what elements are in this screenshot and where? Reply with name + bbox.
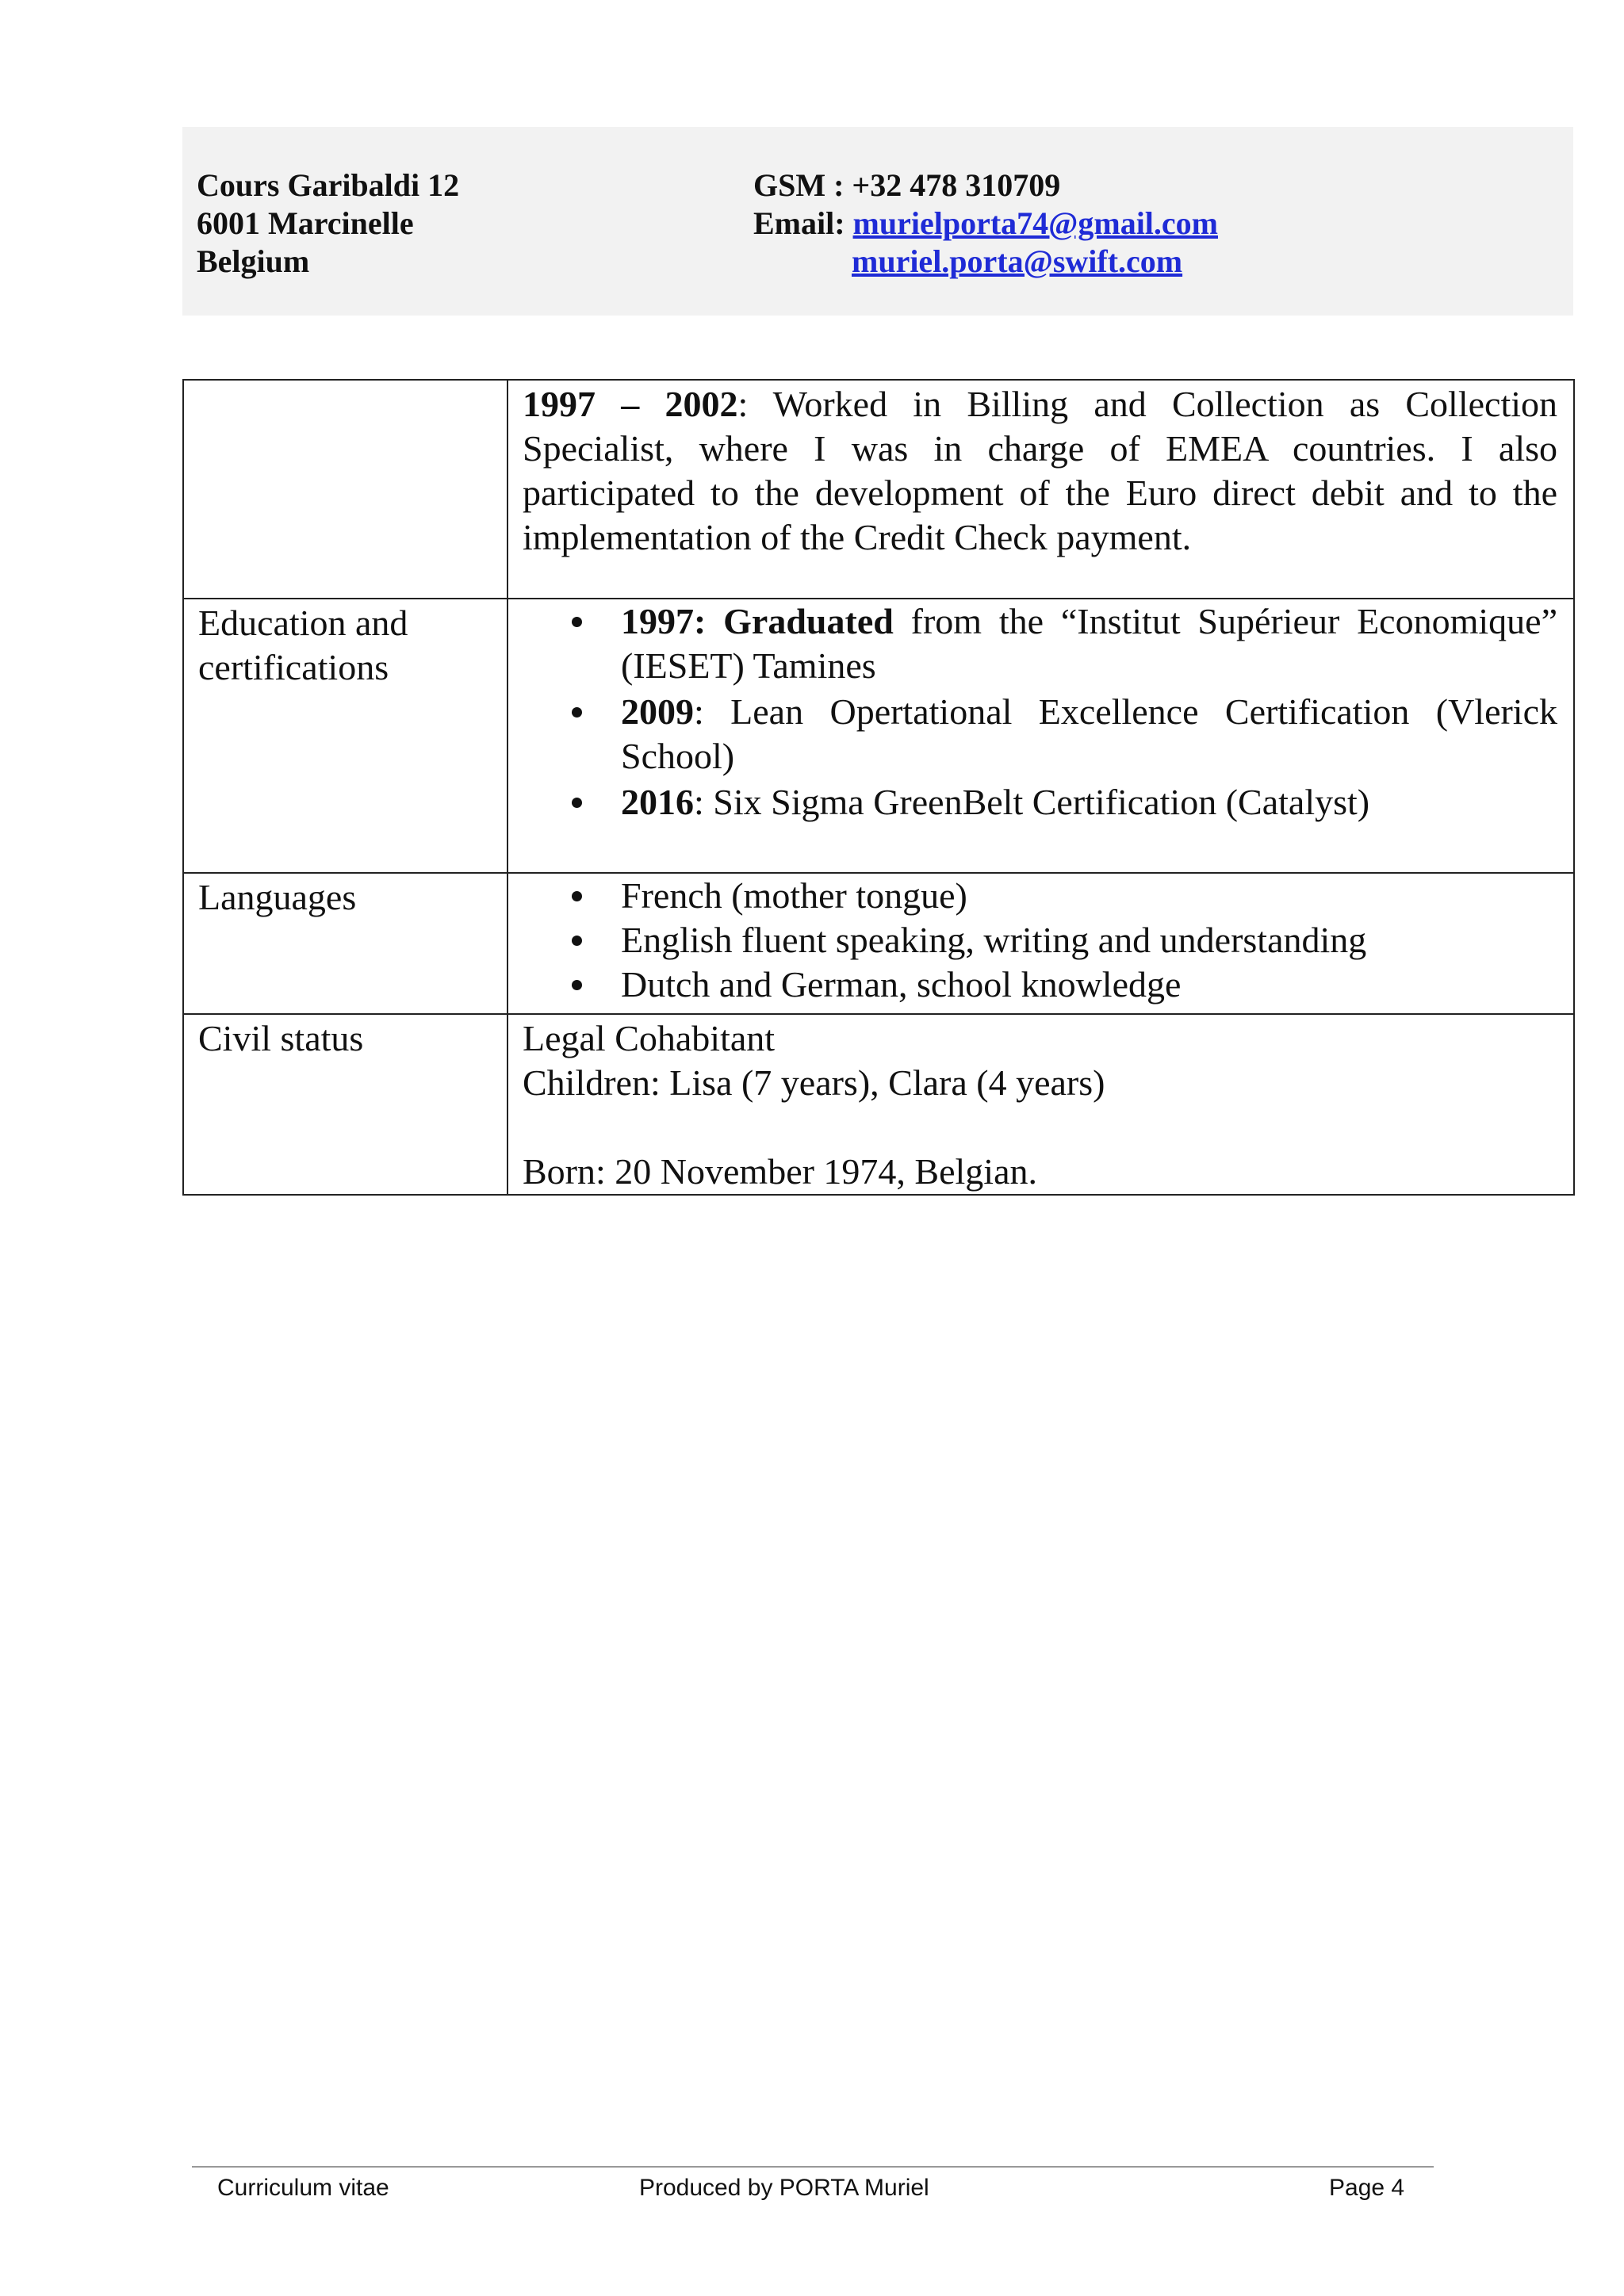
bullet-icon [572,980,582,990]
address-country: Belgium [197,243,310,279]
email-link-gmail[interactable]: murielporta74@gmail.com [852,205,1218,241]
education-detail: : Lean Opertational Excellence Certification (Vlerick School) [621,691,1557,776]
education-detail: : Six Sigma GreenBelt Certification (Catalyst) [694,782,1370,822]
bullet-icon [572,617,582,627]
list-item [523,599,1557,688]
blank-line [523,1105,1557,1150]
education-list [523,599,1557,825]
table-row-education [183,599,1574,873]
education-year: 2016 [621,782,694,822]
bullet-icon [572,891,582,901]
language-item: English fluent speaking, writing and understanding [621,920,1367,960]
bullet-icon [572,707,582,718]
languages-label: Languages [198,877,357,917]
education-label: Education and certifications [198,603,408,687]
list-item [523,690,1557,779]
contact-header [182,127,1573,316]
civil-status-line-2: Children: Lisa (7 years), Clara (4 years) [523,1062,1105,1103]
civil-status-line-3: Born: 20 November 1974, Belgian. [523,1151,1038,1192]
table-row-civil-status [183,1014,1574,1195]
gsm-number: GSM : +32 478 310709 [753,167,1061,203]
address-city: 6001 Marcinelle [197,205,414,241]
bullet-icon [572,936,582,946]
civil-status-line-1: Legal Cohabitant [523,1018,776,1058]
language-item: French (mother tongue) [621,875,967,916]
cv-table [182,379,1575,1196]
education-content-cell [508,599,1574,873]
list-item [523,918,1557,962]
civil-status-content-cell [508,1014,1574,1195]
education-year: 2009 [621,691,694,732]
footer-author: Produced by PORTA Muriel [639,2175,929,2201]
experience-content-cell [508,380,1574,599]
languages-content-cell [508,873,1574,1014]
list-item [523,780,1557,825]
table-row-languages [183,873,1574,1014]
email-line [753,205,1218,243]
postal-address [197,166,459,281]
bullet-icon [572,798,582,808]
experience-text [523,381,1557,560]
table-row-experience [183,380,1574,599]
list-item [523,962,1557,1007]
experience-description: : Worked in Billing and Collection as Collection Specialist, where I was in charge of EMEA countries. I also participated to the development of the Euro direct debit and to the implementation of the Credit Check payment. [523,384,1558,557]
contact-details [753,166,1218,281]
footer-page-number: Page 4 [1329,2175,1405,2201]
languages-list [523,874,1557,1007]
address-street: Cours Garibaldi 12 [197,167,460,203]
experience-label [198,381,491,382]
footer-doc-title: Curriculum vitae [217,2175,389,2201]
email-line-2 [753,243,1218,281]
education-year: 1997: Graduated [621,601,894,641]
education-label-cell [183,599,508,873]
email-link-swift[interactable]: muriel.porta@swift.com [852,243,1183,279]
experience-period: 1997 – 2002 [523,384,738,424]
footer-divider [192,2166,1434,2168]
email-label: Email: [753,205,845,241]
list-item [523,874,1557,918]
civil-status-label: Civil status [198,1018,364,1058]
languages-label-cell [183,873,508,1014]
language-item: Dutch and German, school knowledge [621,964,1182,1004]
civil-status-label-cell [183,1014,508,1195]
education-detail: from the “Institut Supérieur Economique” (IESET) Tamines [621,601,1557,686]
experience-label-cell [183,380,508,599]
